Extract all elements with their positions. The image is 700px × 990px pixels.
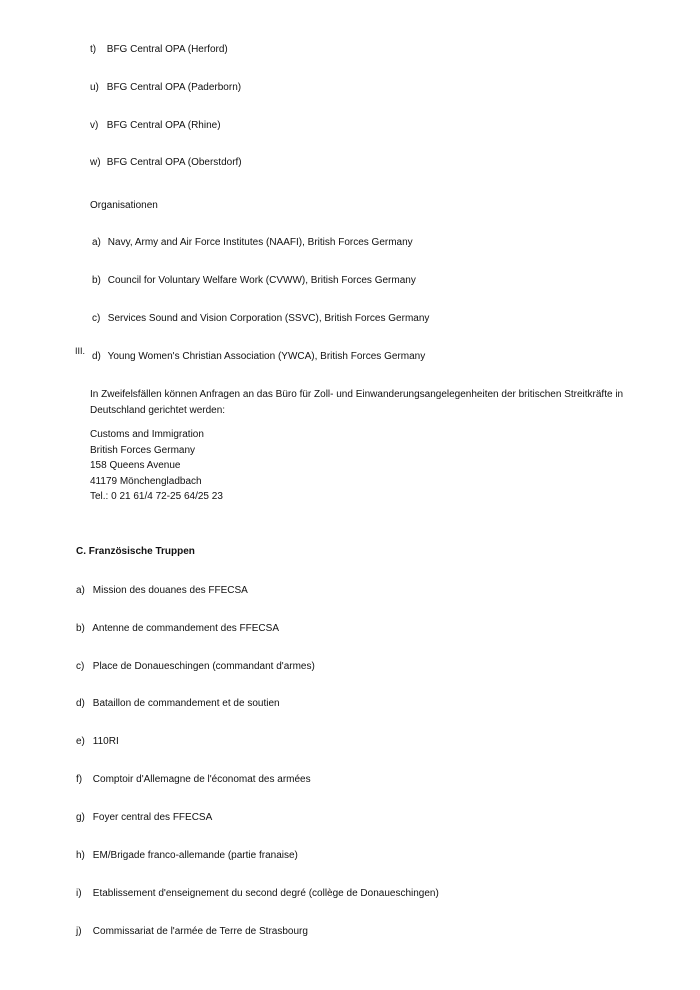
list-item-text: Etablissement d'enseignement du second degré (collège de Donaueschingen) xyxy=(92,888,439,899)
list-item-text: Bataillon de commandement et de soutien xyxy=(92,698,280,709)
section-heading: C. Französische Truppen xyxy=(76,546,195,557)
list-marker: a) xyxy=(92,237,101,248)
list-item xyxy=(90,157,242,169)
address-line: 41179 Mönchengladbach xyxy=(90,475,202,487)
address-line: British Forces Germany xyxy=(90,444,196,456)
list-marker: b) xyxy=(92,275,101,286)
list-marker: h) xyxy=(76,850,85,861)
inquiry-paragraph: In Zweifelsfällen können Anfragen an das Büro für Zoll- und Einwanderungsangelegenheiten der britischen Streitkräfte in Deutschland gerichtet werden: xyxy=(90,389,624,416)
list-item-text: BFG Central OPA (Paderborn) xyxy=(106,82,242,93)
list-item xyxy=(92,313,429,325)
list-item xyxy=(76,888,439,900)
list-item-text: Mission des douanes des FFECSA xyxy=(92,585,248,596)
list-item xyxy=(90,44,228,56)
list-marker: d) xyxy=(76,698,85,709)
list-item xyxy=(76,585,248,597)
phone-number: Tel.: 0 21 61/4 72-25 64/25 23 xyxy=(90,491,223,502)
list-item xyxy=(76,736,119,748)
list-marker: i) xyxy=(76,888,82,899)
list-item-text: Council for Voluntary Welfare Work (CVWW), British Forces Germany xyxy=(107,275,416,286)
list-item-text: Place de Donaueschingen (commandant d'armes) xyxy=(92,661,315,672)
list-marker: c) xyxy=(76,661,85,672)
list-item-text: Comptoir d'Allemagne de l'économat des armées xyxy=(92,774,311,785)
list-item xyxy=(92,351,425,363)
list-marker: d) xyxy=(92,351,101,362)
list-item xyxy=(90,120,221,132)
list-item-text: Commissariat de l'armée de Terre de Strasbourg xyxy=(92,926,308,937)
list-item xyxy=(76,698,280,710)
list-item xyxy=(76,812,212,824)
list-item-text: Foyer central des FFECSA xyxy=(92,812,213,823)
list-marker: t) xyxy=(90,44,97,55)
address-block xyxy=(90,427,223,505)
list-marker: a) xyxy=(76,585,85,596)
list-marker: j) xyxy=(76,926,82,937)
list-marker: u) xyxy=(90,82,99,93)
list-marker: f) xyxy=(76,774,83,785)
list-item xyxy=(76,774,311,786)
list-marker: g) xyxy=(76,812,85,823)
list-marker: b) xyxy=(76,623,85,634)
list-item xyxy=(76,926,308,938)
address-line: Customs and Immigration xyxy=(90,429,204,440)
list-item xyxy=(92,275,416,287)
section-heading: Organisationen xyxy=(90,200,158,211)
list-item-text: BFG Central OPA (Rhine) xyxy=(106,120,221,131)
section-roman-numeral: III. xyxy=(75,346,86,356)
list-marker: e) xyxy=(76,736,85,747)
list-item-text: Navy, Army and Air Force Institutes (NAAFI), British Forces Germany xyxy=(107,237,413,248)
list-item xyxy=(76,623,279,635)
address-line: 158 Queens Avenue xyxy=(90,460,181,471)
list-item-text: Services Sound and Vision Corporation (SSVC), British Forces Germany xyxy=(107,313,430,324)
list-item xyxy=(90,82,241,94)
list-marker: c) xyxy=(92,313,101,324)
list-item xyxy=(76,850,298,862)
list-marker: v) xyxy=(90,120,99,131)
list-item-text: 110RI xyxy=(92,736,119,747)
list-item xyxy=(92,237,413,249)
list-item-text: Young Women's Christian Association (YWCA), British Forces Germany xyxy=(107,351,426,362)
list-item-text: BFG Central OPA (Herford) xyxy=(106,44,228,55)
list-item-text: Antenne de commandement des FFECSA xyxy=(92,623,279,634)
list-marker: w) xyxy=(90,157,101,168)
list-item xyxy=(76,661,315,673)
list-item-text: EM/Brigade franco-allemande (partie franaise) xyxy=(92,850,298,861)
list-item-text: BFG Central OPA (Oberstdorf) xyxy=(106,157,242,168)
